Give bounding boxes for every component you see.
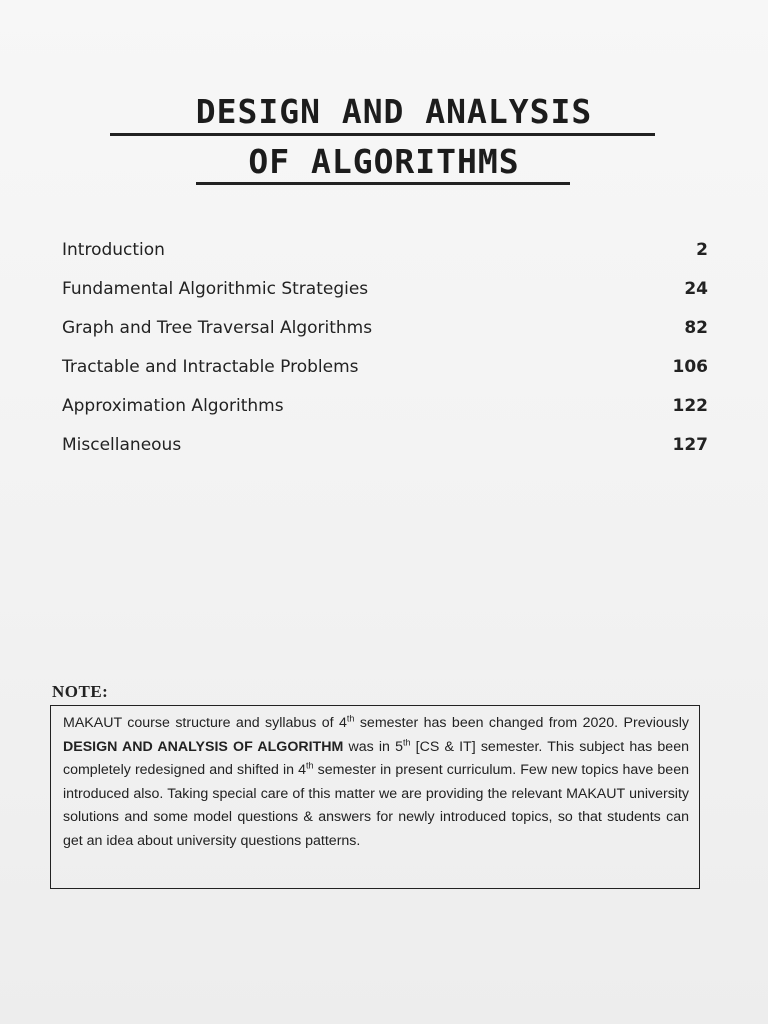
toc-title: Introduction — [62, 240, 165, 260]
toc-row — [62, 396, 708, 435]
title-underline-1 — [110, 133, 655, 136]
note-bold-subject: DESIGN AND ANALYSIS OF ALGORITHM — [63, 738, 344, 755]
note-text: MAKAUT course structure and syllabus of 4 — [63, 715, 347, 731]
toc-title: Miscellaneous — [62, 435, 182, 455]
table-of-contents — [62, 240, 708, 474]
toc-title: Approximation Algorithms — [62, 396, 284, 416]
note-text: was in 5 — [343, 738, 403, 755]
toc-page-number: 2 — [696, 240, 708, 260]
note-box — [50, 705, 700, 889]
note-superscript: th — [346, 713, 355, 724]
toc-title: Tractable and Intractable Problems — [62, 357, 359, 377]
toc-page-number: 127 — [672, 435, 708, 455]
note-superscript: th — [402, 736, 411, 747]
toc-row — [62, 357, 708, 396]
toc-title: Graph and Tree Traversal Algorithms — [62, 318, 373, 338]
toc-row — [62, 240, 708, 279]
page-title-line2: OF ALGORITHMS — [248, 142, 520, 181]
title-underline-2 — [196, 182, 570, 185]
toc-row — [62, 435, 708, 474]
toc-page-number: 24 — [684, 279, 708, 299]
note-text: semester has been changed from 2020. Previously — [354, 715, 689, 731]
note-text: [CS & IT] semester. This subject has been completely redesigned and shifted in 4 — [63, 738, 689, 778]
toc-page-number: 106 — [672, 357, 708, 377]
toc-page-number: 82 — [684, 318, 708, 338]
toc-page-number: 122 — [672, 396, 708, 416]
note-superscript: th — [306, 760, 314, 771]
toc-row — [62, 279, 708, 318]
page-title-line1: DESIGN AND ANALYSIS — [195, 92, 593, 131]
toc-row — [62, 318, 708, 357]
note-text: semester in present curriculum. Few new topics have been introduced also. Taking special care of this matter we are providing the relevant MAKAUT university solutions and some model questions & answers for newly introduced topics, so that students can get an idea about university questions patterns. — [63, 762, 689, 849]
toc-title: Fundamental Algorithmic Strategies — [62, 279, 369, 299]
note-label: NOTE: — [52, 682, 109, 701]
